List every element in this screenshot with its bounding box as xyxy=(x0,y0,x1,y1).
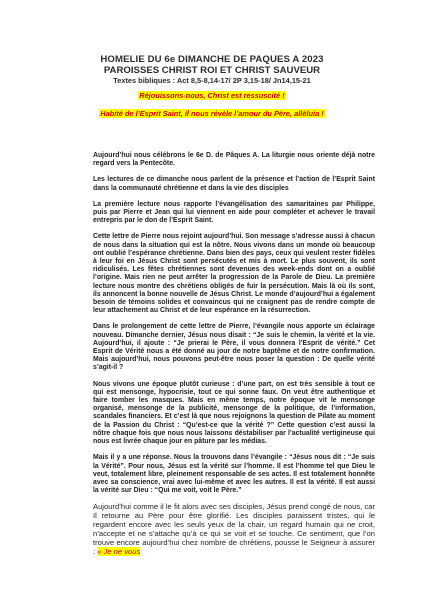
paragraph-last-text: Aujourd’hui comme il le fit alors avec ses disciples, Jésus prend congé de nous, car Il retourne au Père pour être glorifié. Les disciples paraissent tristes, qui le regardent encore avec les seuls yeux de la chair, un regard humain qui ne croit, n’accepte et ne s’attache qu’à ce qui se voit et se touche. Ce sentiment, que l’on trouve encore aujourd’hui chez nombre de chrétiens, pousse le Seigneur à assurer : xyxy=(93,502,375,556)
paragraph: Aujourd’hui nous célébrons le 6e D. de Pâques A. La liturgie nous oriente déjà notre regard vers la Pentecôte. xyxy=(93,152,375,168)
paragraph: Nous vivons une époque plutôt curieuse : d’une part, on est très sensible à tout ce qui est mensonge, hypocrisie, tout ce qui sonne faux. On veut être authentique et faire tomber les masques. Mais en même temps, notre époque vit le mensonge organisé, mensonge de la publicité, mensonge de la politique, de l’information, scandales financiers. Et c’est là que nous rejoignons la question de Pilate au moment de la Passion du Christ : “Qu’est-ce que la vérité ?” Cette question c’est aussi la nôtre chaque fois que nous nous laissons déstabiliser par l’actualité vertigineuse qui nous est livrée chaque jour en pâture par les médias. xyxy=(93,380,375,446)
homily-body xyxy=(93,152,375,565)
paragraph: La première lecture nous rapporte l’évangélisation des samaritaines par Philippe, puis par Pierre et Jean qui lui viennent en aide pour compléter et achever le travail entrepris par le don de l’Esprit Saint. xyxy=(93,200,375,225)
homily-header xyxy=(0,54,424,121)
bible-references: Textes bibliques : Act 8,5-8,14-17/ 2P 3,15-18/ Jn14,15-21 xyxy=(113,76,311,85)
homily-title: HOMELIE DU 6e DIMANCHE DE PAQUES A 2023 xyxy=(100,54,324,65)
highlight-spirit: Habité de l’Esprit Saint, il nous révèle l’amour du Père, alléluia ! xyxy=(100,109,324,118)
paragraph: Cette lettre de Pierre nous rejoint aujourd’hui. Son message s’adresse aussi à chacun de nous dans la situation qui est la nôtre. Nous vivons dans un monde où beaucoup ont oublié l’espérance chrétienne. Dans bien des pays, ceux qui veulent rester fidèles à leur foi en Jésus Christ sont persécutés et mis à mort. Le plus souvent, ils sont ridiculisés. Les fêtes chrétiennes sont devenues des week-ends dont on a oublié l’origine. Mais rien ne peut arrêter la progression de la Parole de Dieu. La première lecture nous montre des chrétiens obligés de fuir la persécution. Mais là où ils sont, ils annoncent la bonne nouvelle de Jésus Christ. Le monde d’aujourd’hui a également besoin de témoins solides et convaincus qui ne craignent pas de rendre compte de leur attachement au Christ et de leur espérance en la résurrection. xyxy=(93,233,375,315)
highlight-rejoice: Réjouissons-nous, Christ est ressuscité ! xyxy=(139,91,285,100)
parish-title: PAROISSES CHRIST ROI ET CHRIST SAUVEUR xyxy=(103,65,321,76)
paragraph: Les lectures de ce dimanche nous parlent de la présence et l’action de l’Esprit Saint dans la communauté chrétienne et dans la vie des disciples xyxy=(93,176,375,192)
quote-highlight: « Je ne vous xyxy=(97,546,141,556)
paragraph-last xyxy=(93,503,375,556)
paragraph: Dans le prolongement de cette lettre de Pierre, l’évangile nous apporte un éclairage nouveau. Dimanche dernier, Jésus nous disait : “Je suis le chemin, la vérité et la vie. Aujourd’hui, il ajoute : “Je prierai le Père, il vous donnera l’Esprit de vérité.” Cet Esprit de Vérité nous a été donné au jour de notre baptême et de notre confirmation. Mais aujourd’hui, nous pouvons peut-être nous poser la question : De quelle vérité s’agit-il ? xyxy=(93,323,375,372)
paragraph: Mais il y a une réponse. Nous la trouvons dans l’évangile : “Jésus nous dit : “Je suis la Vérité”. Pour nous, Jésus est la vérité sur l’homme. Il est l’homme tel que Dieu le veut, totalement libre, pleinement responsable de ses actes. Il est totalement honnête avec sa conscience, vrai avec lui-même et avec les autres. Il est la vérité. Il est aussi la vérité sur Dieu : “Qui me voit, voit le Père.” xyxy=(93,454,375,495)
